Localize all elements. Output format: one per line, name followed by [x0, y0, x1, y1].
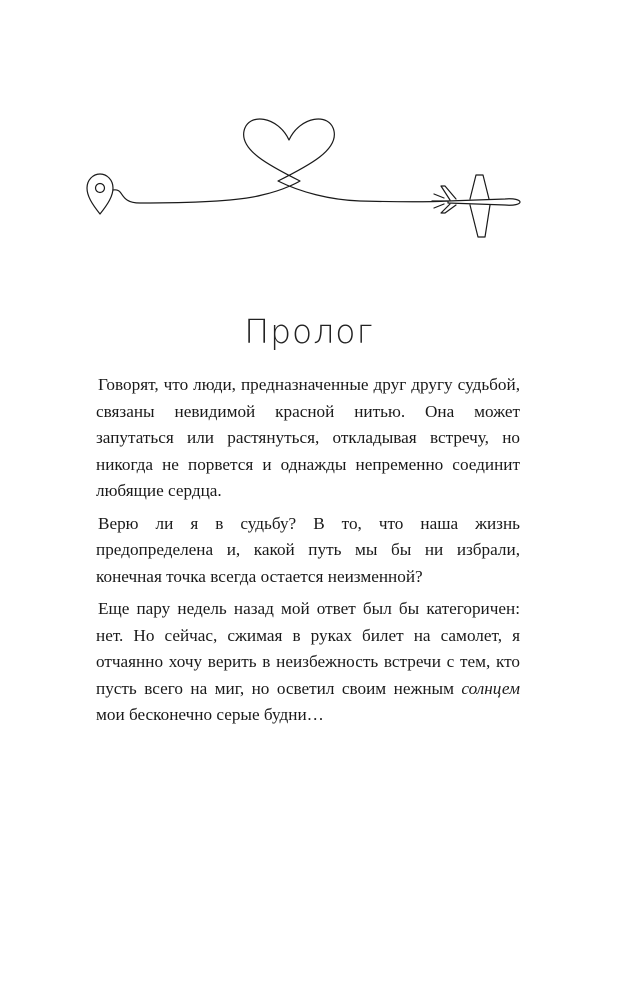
heart-icon — [113, 119, 448, 203]
paragraph-1: Говорят, что люди, предназначенные друг другу судьбой, связаны невидимой красной нитью. Она может запутаться или растянуться, откладывая встречу, но никогда не порвется и однажды непременно соединит любящие сердца. — [96, 375, 520, 500]
chapter-title: Пролог — [244, 312, 374, 351]
paragraph-3-start: Еще пару недель назад мой ответ был бы категоричен: нет. Но сейчас, сжимая в руках билет на самолет, я отчаянно хочу верить в неизбежность встречи с тем, кто пусть всего на миг, но осветил своим нежным — [96, 599, 520, 698]
prologue-text — [96, 372, 520, 735]
paragraph-3-end: мои бесконечно серые будни… — [96, 705, 324, 724]
airplane-icon — [432, 175, 520, 237]
emphasized-word: солнцем — [461, 678, 520, 698]
heart-thread-ornament — [0, 0, 618, 260]
paragraph-2: Верю ли я в судьбу? В то, что наша жизнь предопределена и, какой путь мы бы ни избрали, конечная точка всегда остается неизменной? — [96, 513, 520, 586]
paragraph-3 — [96, 596, 520, 729]
location-pin-icon — [87, 174, 113, 214]
